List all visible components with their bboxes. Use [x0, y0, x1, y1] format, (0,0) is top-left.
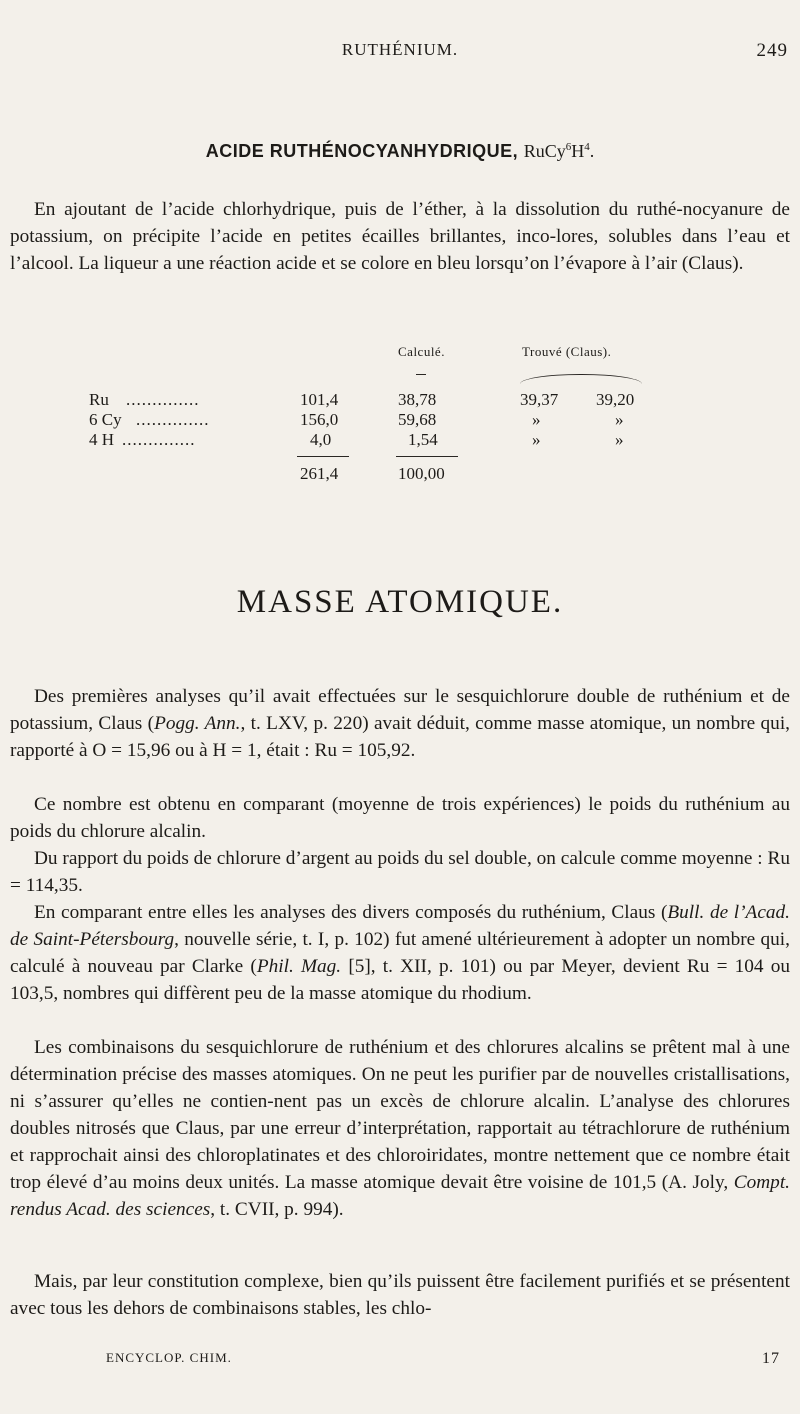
paragraph-5: Les combinaisons du sesquichlorure de ruthénium et des chlorures alcalins se prêtent mal à une détermination précise des masses atomiques. On ne peut les purifier par de nouvelles cristallisations, ni s’assurer qu’elles ne contien-nent pas un excès de chlorure alcalin. L’analyse des chlorures doubles nitrosés que Claus, par une erreur d’interprétation, rapportait au tétrachlorure de ruthénium et rapprochait ainsi des chloroplatinates et des chloroiridates, montre nettement que ce nombre était trop élevé d’au moins deux unités. La masse atomique devait être voisine de 101,5 (A. Joly, Compt. rendus Acad. des sciences, t. CVII, p. 994). — [10, 1037, 790, 1220]
header-calcule: Calculé. — [398, 344, 445, 359]
row-found-1: 39,37 — [520, 390, 559, 409]
chemical-formula — [524, 141, 595, 161]
running-title: RUTHÉNIUM. — [341, 40, 459, 59]
footer-left: ENCYCLOP. CHIM. — [106, 1350, 232, 1365]
intro-paragraph: En ajoutant de l’acide chlorhydrique, puis de l’éther, à la dissolution du ruthé-nocyanure de potassium, on précipite l’acide en petites écailles brillantes, inco-lores, solubles dans l’eau et l’alcool. La liqueur a une réaction acide et se colore en bleu lorsqu’on l’évapore à l’air (Claus). — [10, 199, 790, 274]
paragraph-1: Des premières analyses qu’il avait effectuées sur le sesquichlorure double de ruthénium et de potassium, Claus (Pogg. Ann., t. LXV, p. 220) avait déduit, comme masse atomique, un nombre qui, rapporté à O = 15,96 ou à H = 1, était : Ru = 105,92. — [10, 686, 791, 761]
row-found-1: » — [532, 430, 541, 449]
row-mass: 156,0 — [300, 410, 339, 429]
trouve-brace — [520, 374, 642, 385]
paragraph-4: En comparant entre elles les analyses des divers composés du ruthénium, Claus (Bull. de l’Acad. de Saint-Pétersbourg, nouvelle série, t. I, p. 102) fut amené ultérieurement à adopter un nombre qui, calculé à nouveau par Clarke (Phil. Mag. [5], t. XII, p. 101) ou par Meyer, devient Ru = 104 ou 103,5, nombres qui diffèrent peu de la masse atomique du rhodium. — [10, 902, 791, 1004]
page-number: 249 — [756, 40, 788, 61]
formula-superscript-1: 6 — [565, 141, 572, 153]
row-dots: .............. — [126, 390, 200, 409]
paragraph-6: Mais, par leur constitution complexe, bien qu’ils puissent être facilement purifiés et se présentent avec tous les dehors de combinaisons stables, les chlo- — [10, 1271, 790, 1319]
mass-total-rule — [297, 456, 349, 457]
row-found-1: » — [532, 410, 541, 429]
row-percent: 1,54 — [408, 430, 438, 449]
paragraph-3: Du rapport du poids de chlorure d’argent au poids du sel double, on calcule comme moyenne : Ru = 114,35. — [10, 848, 790, 896]
total-percent: 100,00 — [398, 464, 445, 483]
footer-right: 17 — [762, 1350, 780, 1367]
page-footer — [0, 1350, 800, 1370]
total-mass: 261,4 — [300, 464, 339, 483]
row-mass: 101,4 — [300, 390, 339, 409]
row-found-2: » — [615, 430, 624, 449]
section-title-text: ACIDE RUTHÉNOCYANHYDRIQUE, — [205, 141, 519, 161]
row-dots: .............. — [136, 410, 210, 429]
row-found-2: » — [615, 410, 624, 429]
analysis-table — [0, 342, 800, 492]
formula-base: RuCy — [523, 141, 566, 161]
formula-end: . — [589, 141, 595, 161]
running-head — [0, 40, 800, 64]
section-title — [0, 141, 800, 162]
formula-superscript-2: 4 — [584, 141, 590, 153]
calc-dash — [416, 374, 426, 375]
row-element: Ru — [89, 390, 109, 409]
paragraph-2: Ce nombre est obtenu en comparant (moyenne de trois expériences) le poids du ruthénium au poids du chlorure alcalin. — [10, 794, 790, 842]
row-element: 4 H — [89, 430, 115, 449]
row-dots: .............. — [122, 430, 196, 449]
row-percent: 38,78 — [398, 390, 437, 409]
row-mass: 4,0 — [310, 430, 332, 449]
row-element: 6 Cy — [89, 410, 122, 429]
formula-mid: H — [571, 141, 585, 161]
header-trouve: Trouvé (Claus). — [522, 344, 612, 359]
row-percent: 59,68 — [398, 410, 437, 429]
row-found-2: 39,20 — [596, 390, 635, 409]
percent-total-rule — [396, 456, 458, 457]
masse-atomique-title: MASSE ATOMIQUE. — [236, 584, 564, 620]
